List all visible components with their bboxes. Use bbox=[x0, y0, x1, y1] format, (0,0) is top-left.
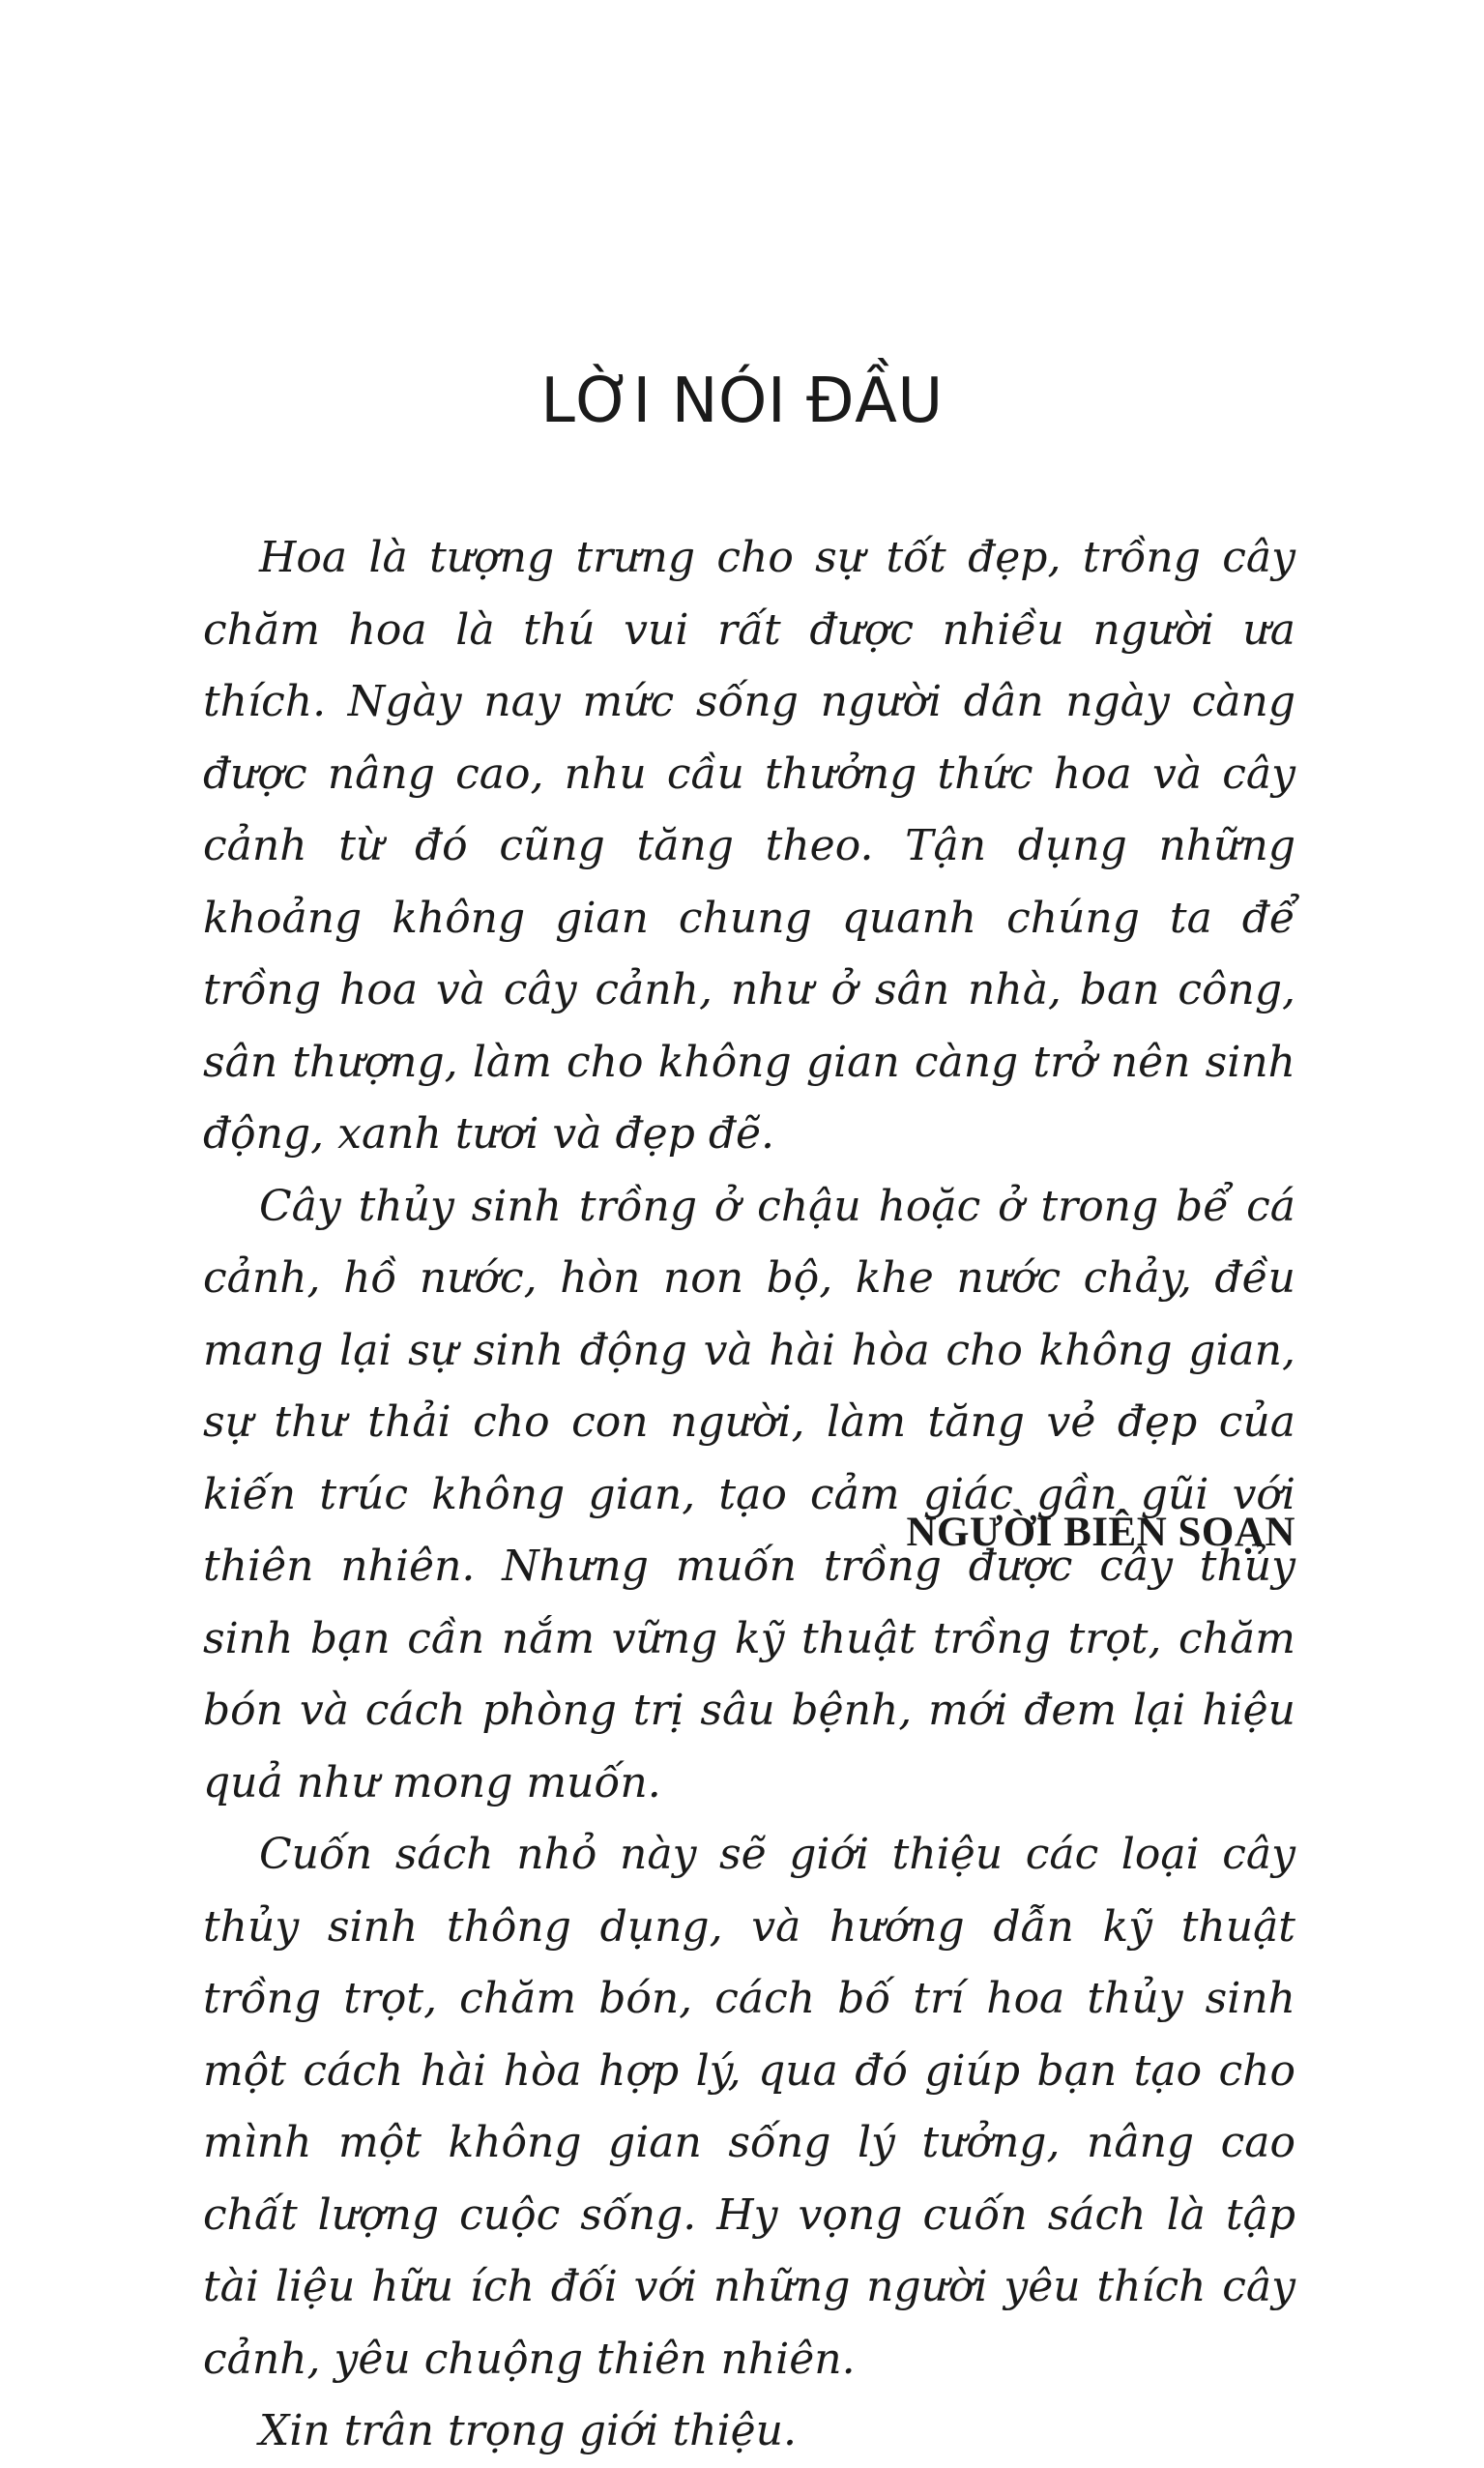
author-signature: NGƯỜI BIÊN SOẠN bbox=[906, 1510, 1295, 1555]
closing-line: Xin trân trọng giới thiệu. bbox=[259, 2406, 797, 2455]
preface-body bbox=[203, 522, 1295, 2468]
paragraph-3: Cuốn sách nhỏ này sẽ giới thiệu các loại cây thủy sinh thông dụng, và hướng dẫn kỹ thuật trồng trọt, chăm bón, cách bố trí hoa thủy sinh một cách hài hòa hợp lý, qua đó giúp bạn tạo cho mình một không gian sống lý tưởng, nâng cao chất lượng cuộc sống. Hy vọng cuốn sách là tập tài liệu hữu ích đối với những người yêu thích cây cảnh, yêu chuộng thiên nhiên. bbox=[203, 1830, 1295, 2384]
page-title: LỜI NÓI ĐẦU bbox=[540, 366, 944, 437]
paragraph-1: Hoa là tượng trưng cho sự tốt đẹp, trồng cây chăm hoa là thú vui rất được nhiều người ưa thích. Ngày nay mức sống người dân ngày càng được nâng cao, nhu cầu thưởng thức hoa và cây cảnh từ đó cũng tăng theo. Tận dụng những khoảng không gian chung quanh chúng ta để trồng hoa và cây cảnh, như ở sân nhà, ban công, sân thượng, làm cho không gian càng trở nên sinh động, xanh tươi và đẹp đẽ. bbox=[203, 533, 1295, 1159]
paragraph-2: Cây thủy sinh trồng ở chậu hoặc ở trong bể cá cảnh, hồ nước, hòn non bộ, khe nước chảy, đều mang lại sự sinh động và hài hòa cho không gian, sự thư thải cho con người, làm tăng vẻ đẹp của kiến trúc không gian, tạo cảm giác gần gũi với thiên nhiên. Nhưng muốn trồng được cây thủy sinh bạn cần nắm vững kỹ thuật trồng trọt, chăm bón và cách phòng trị sâu bệnh, mới đem lại hiệu quả như mong muốn. bbox=[203, 1181, 1295, 1807]
